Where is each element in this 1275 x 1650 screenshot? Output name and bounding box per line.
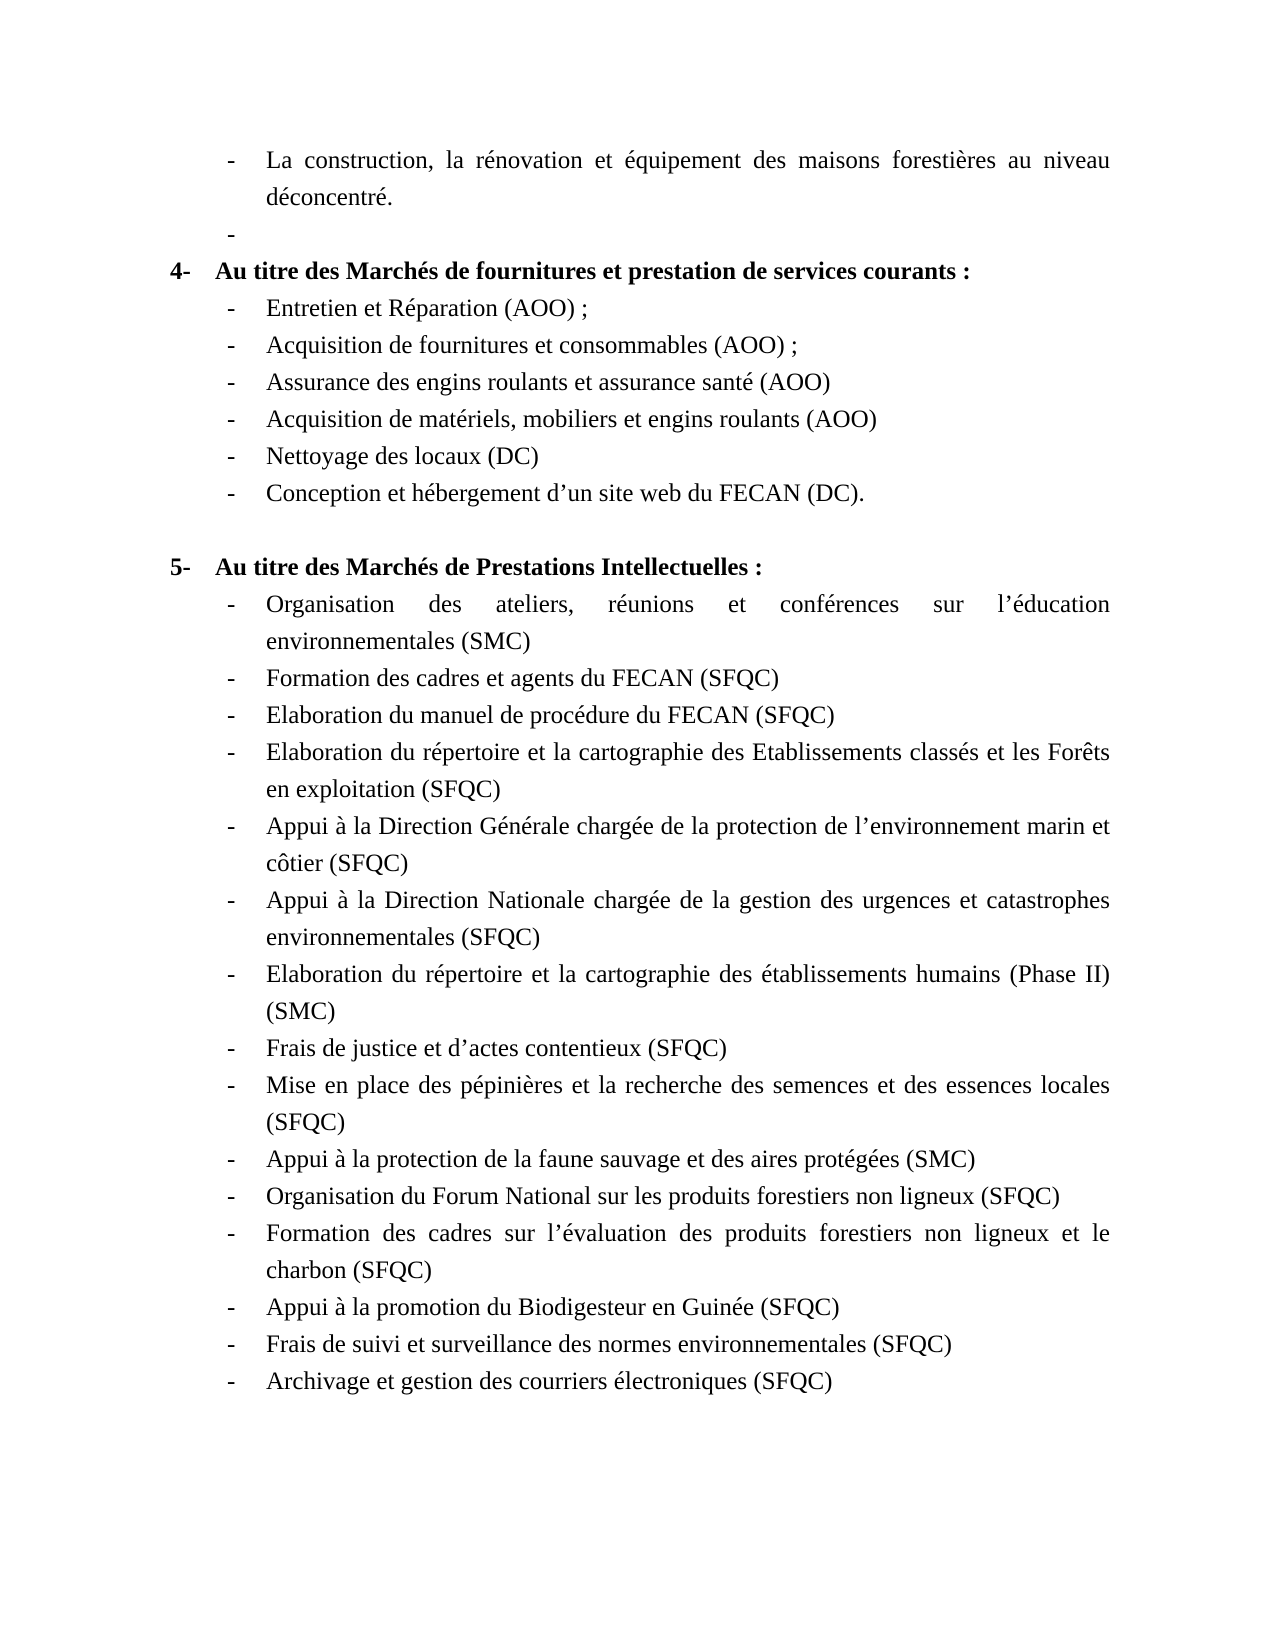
list-item <box>227 364 1110 401</box>
list-item-text: Assurance des engins roulants et assurance santé (AOO) <box>266 369 831 396</box>
bullet-dash: - <box>227 739 236 766</box>
bullet-dash: - <box>227 1183 236 1210</box>
section-number: 4- <box>170 258 191 285</box>
bullet-dash: - <box>227 1146 236 1173</box>
list-item-text: Mise en place des pépinières et la recherche des semences et des essences locales (SFQC) <box>266 1072 1110 1136</box>
list-item-text: Elaboration du répertoire et la cartographie des établissements humains (Phase II) (SMC) <box>266 961 1110 1025</box>
list-item <box>227 475 1110 512</box>
list-item <box>227 808 1110 882</box>
list-item <box>227 734 1110 808</box>
bullet-dash: - <box>227 1294 236 1321</box>
bullet-dash: - <box>227 961 236 988</box>
bullet-dash: - <box>227 1035 236 1062</box>
list-item-text: Conception et hébergement d’un site web du FECAN (DC). <box>266 480 865 507</box>
bullet-dash: - <box>227 1368 236 1395</box>
list-item-text: Nettoyage des locaux (DC) <box>266 443 539 470</box>
list-item <box>227 438 1110 475</box>
bullet-dash: - <box>227 369 236 396</box>
list-item <box>227 660 1110 697</box>
list-item-text: Archivage et gestion des courriers électroniques (SFQC) <box>266 1368 833 1395</box>
bullet-dash: - <box>227 1331 236 1358</box>
section-heading-4 <box>170 253 1110 290</box>
bullet-dash: - <box>227 295 236 322</box>
list-item-text: Frais de justice et d’actes contentieux (SFQC) <box>266 1035 727 1062</box>
list-item <box>227 882 1110 956</box>
list-item <box>227 327 1110 364</box>
list-item <box>227 1363 1110 1400</box>
bullet-dash: - <box>227 887 236 914</box>
list-item <box>227 1141 1110 1178</box>
section-heading-5 <box>170 549 1110 586</box>
list-item-empty <box>227 216 1110 253</box>
list-item-text: Appui à la Direction Générale chargée de la protection de l’environnement marin et côtier (SFQC) <box>266 813 1110 877</box>
list-item-text: Appui à la Direction Nationale chargée de la gestion des urgences et catastrophes environnementales (SFQC) <box>266 887 1110 951</box>
section-title: Au titre des Marchés de Prestations Intellectuelles : <box>215 554 763 581</box>
list-item-text: Organisation du Forum National sur les produits forestiers non ligneux (SFQC) <box>266 1183 1060 1210</box>
list-item-text: Formation des cadres sur l’évaluation des produits forestiers non ligneux et le charbon (SFQC) <box>266 1220 1110 1284</box>
bullet-dash: - <box>227 1220 236 1247</box>
list-item-text: Acquisition de fournitures et consommables (AOO) ; <box>266 332 798 359</box>
list-item <box>227 1289 1110 1326</box>
list-item-text <box>266 216 1110 253</box>
section-title: Au titre des Marchés de fournitures et prestation de services courants : <box>215 258 971 285</box>
list-item-text: Frais de suivi et surveillance des normes environnementales (SFQC) <box>266 1331 952 1358</box>
bullet-dash: - <box>227 702 236 729</box>
list-item-text: Elaboration du manuel de procédure du FECAN (SFQC) <box>266 702 835 729</box>
list-item <box>227 1067 1110 1141</box>
list-item <box>227 1215 1110 1289</box>
list-item-text: Entretien et Réparation (AOO) ; <box>266 295 589 322</box>
list-item <box>227 142 1110 216</box>
bullet-dash: - <box>227 1072 236 1099</box>
list-item <box>227 697 1110 734</box>
list-item <box>227 1326 1110 1363</box>
bullet-dash: - <box>227 406 236 433</box>
list-item <box>227 1030 1110 1067</box>
bullet-dash: - <box>227 813 236 840</box>
bullet-dash: - <box>227 147 236 174</box>
list-item-text: Acquisition de matériels, mobiliers et engins roulants (AOO) <box>266 406 877 433</box>
list-item <box>227 401 1110 438</box>
list-item-text: Elaboration du répertoire et la cartographie des Etablissements classés et les Forêts en exploitation (SFQC) <box>266 739 1110 803</box>
list-item-text: Appui à la promotion du Biodigesteur en Guinée (SFQC) <box>266 1294 840 1321</box>
bullet-dash: - <box>227 591 236 618</box>
list-item <box>227 956 1110 1030</box>
bullet-dash: - <box>227 480 236 507</box>
section-number: 5- <box>170 554 191 581</box>
bullet-dash: - <box>227 332 236 359</box>
bullet-dash: - <box>227 221 236 248</box>
list-item-text: La construction, la rénovation et équipement des maisons forestières au niveau déconcentré. <box>266 147 1110 211</box>
list-item-text: Organisation des ateliers, réunions et conférences sur l’éducation environnementales (SMC) <box>266 591 1110 655</box>
list-item <box>227 1178 1110 1215</box>
list-item <box>227 586 1110 660</box>
bullet-dash: - <box>227 665 236 692</box>
bullet-dash: - <box>227 443 236 470</box>
list-item <box>227 290 1110 327</box>
list-item-text: Appui à la protection de la faune sauvage et des aires protégées (SMC) <box>266 1146 976 1173</box>
list-item-text: Formation des cadres et agents du FECAN (SFQC) <box>266 665 780 692</box>
